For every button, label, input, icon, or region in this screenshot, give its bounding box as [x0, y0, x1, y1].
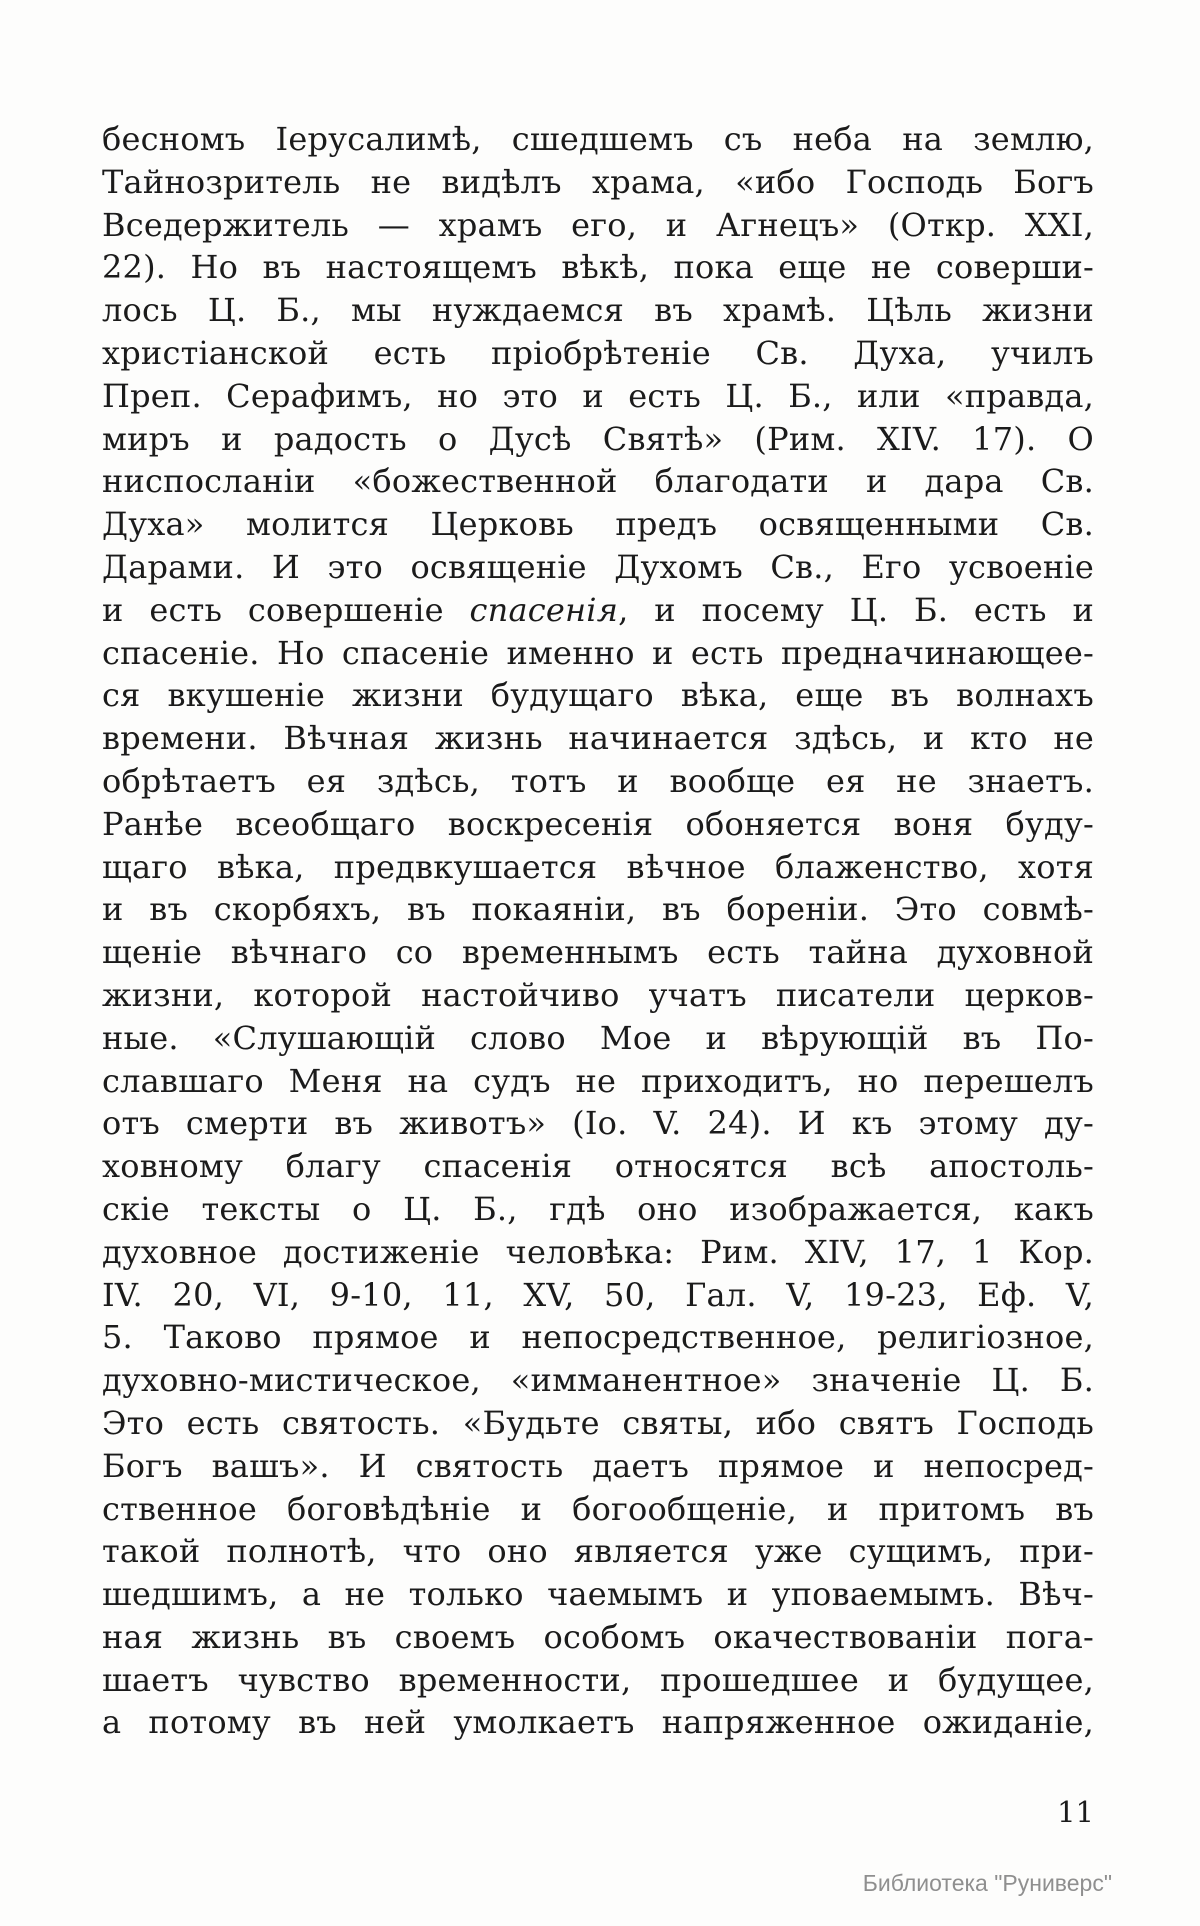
- text-line: миръ и радость о Дусѣ Святѣ» (Рим. XIV. 17). О: [102, 419, 1094, 458]
- text-line: жизни, которой настойчиво учатъ писатели церков-: [102, 975, 1094, 1014]
- text-line: такой полнотѣ, что оно является уже сущимъ, при-: [102, 1532, 1094, 1571]
- text-line: духовно-мистическое, «имманентное» значеніе Ц. Б.: [102, 1361, 1094, 1400]
- text-line: ниспосланіи «божественной благодати и дара Св.: [102, 462, 1094, 501]
- italic-word: спасенія: [469, 590, 619, 629]
- text-line: и въ скорбяхъ, въ покаяніи, въ бореніи. Это совмѣ-: [102, 890, 1094, 929]
- text-line: обрѣтаетъ ея здѣсь, тотъ и вообще ея не знаетъ.: [102, 761, 1094, 800]
- text-run: и есть совершеніе: [102, 590, 470, 629]
- text-line: лось Ц. Б., мы нуждаемся въ храмѣ. Цѣль жизни: [102, 291, 1094, 330]
- text-line: отъ смерти въ животъ» (Іо. V. 24). И къ этому ду-: [102, 1104, 1094, 1143]
- text-line: ная жизнь въ своемъ особомъ окачествованіи пога-: [102, 1617, 1094, 1656]
- text-line: ные. «Слушающій слово Мое и вѣрующій въ По-: [102, 1018, 1094, 1057]
- text-line: IV. 20, VI, 9-10, 11, XV, 50, Гал. V, 19-23, Еф. V,: [102, 1275, 1094, 1314]
- text-line: шедшимъ, а не только чаемымъ и уповаемымъ. Вѣч-: [102, 1575, 1094, 1614]
- text-line: христіанской есть пріобрѣтеніе Св. Духа, училъ: [102, 333, 1094, 372]
- text-line: 22). Но въ настоящемъ вѣкѣ, пока еще не соверши-: [102, 248, 1094, 287]
- text-line: бесномъ Іерусалимѣ, сшедшемъ съ неба на землю,: [102, 120, 1094, 158]
- text-line: славшаго Меня на судъ не приходитъ, но перешелъ: [102, 1061, 1094, 1100]
- text-line: Богъ вашъ». И святость даетъ прямое и непосред-: [102, 1446, 1094, 1485]
- text-line: времени. Вѣчная жизнь начинается здѣсь, и кто не: [102, 719, 1094, 758]
- text-line: а потому въ ней умолкаетъ напряженное ожиданіе,: [102, 1703, 1094, 1742]
- text-line: шаетъ чувство временности, прошедшее и будущее,: [102, 1660, 1094, 1699]
- text-line: ственное боговѣдѣніе и богообщеніе, и притомъ въ: [102, 1489, 1094, 1528]
- text-line: [102, 589, 1094, 632]
- text-line: Духа» молится Церковь предъ освященными Св.: [102, 505, 1094, 544]
- page-text: [102, 118, 1094, 1744]
- text-line: ховному благу спасенія относятся всѣ апостоль-: [102, 1147, 1094, 1186]
- text-line: ся вкушеніе жизни будущаго вѣка, еще въ волнахъ: [102, 676, 1094, 715]
- text-run: , и посему Ц. Б. есть и: [618, 590, 1094, 629]
- text-line: Тайнозритель не видѣлъ храма, «ибо Господь Богъ: [102, 162, 1094, 201]
- text-line: Преп. Серафимъ, но это и есть Ц. Б., или «правда,: [102, 376, 1094, 415]
- watermark: Библиотека "Руниверс": [862, 1870, 1112, 1896]
- text-line: щаго вѣка, предвкушается вѣчное блаженство, хотя: [102, 847, 1094, 886]
- page-number: 11: [1057, 1795, 1094, 1829]
- text-line: Ранѣе всеобщаго воскресенія обоняется воня буду-: [102, 804, 1094, 843]
- text-line: Дарами. И это освященіе Духомъ Св., Его усвоеніе: [102, 547, 1094, 586]
- text-line: Вседержитель — храмъ его, и Агнецъ» (Откр. XXI,: [102, 205, 1094, 244]
- text-line: Это есть святость. «Будьте святы, ибо святъ Господь: [102, 1403, 1094, 1442]
- text-line: спасеніе. Но спасеніе именно и есть предначинающее-: [102, 633, 1094, 672]
- text-line: скіе тексты о Ц. Б., гдѣ оно изображается, какъ: [102, 1189, 1094, 1228]
- text-line: духовное достиженіе человѣка: Рим. XIV, 17, 1 Кор.: [102, 1232, 1094, 1271]
- text-line: 5. Таково прямое и непосредственное, религіозное,: [102, 1318, 1094, 1357]
- text-line: щеніе вѣчнаго со временнымъ есть тайна духовной: [102, 933, 1094, 972]
